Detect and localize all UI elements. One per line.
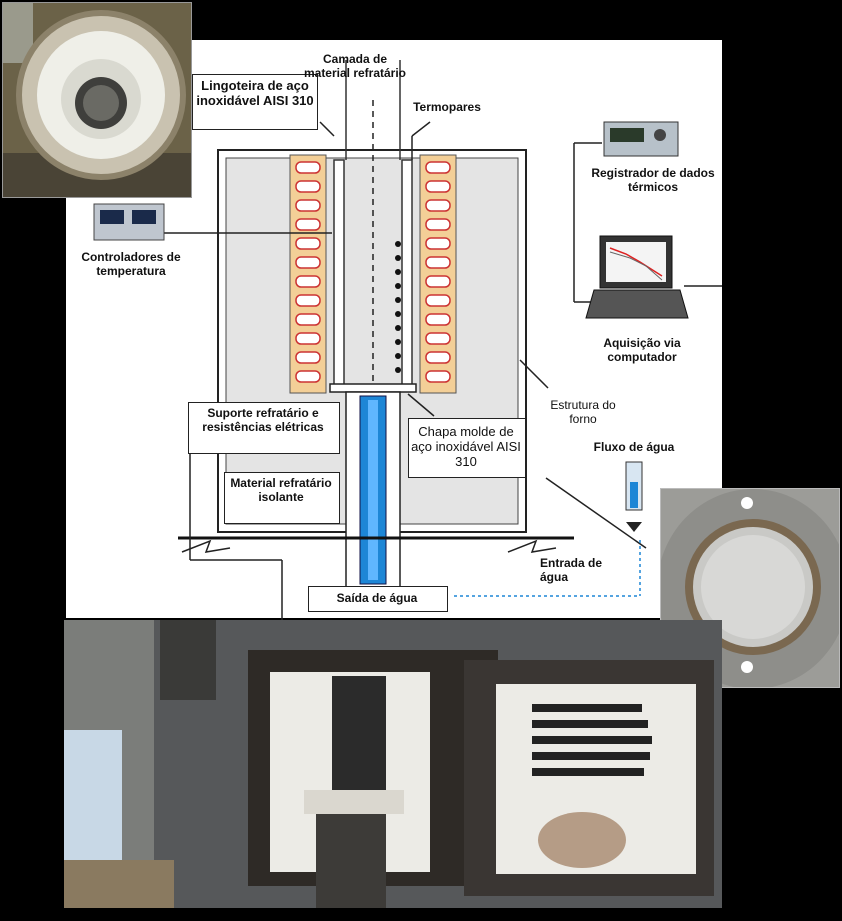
thermocouple-point: [395, 241, 401, 247]
resistance-coil: [296, 314, 320, 325]
thermocouple-point: [395, 325, 401, 331]
resistance-coil: [426, 276, 450, 287]
suporte-label: Suporte refratário e resistências elétricas: [202, 406, 324, 434]
aquisicao-label: Aquisição via computador: [603, 336, 681, 364]
resistance-coil: [296, 238, 320, 249]
controladores-label: Controladores de temperatura: [81, 250, 181, 278]
furnace-photo: [64, 620, 722, 908]
ingot-mold-photo: [2, 2, 192, 198]
thermocouple-point: [395, 283, 401, 289]
resistance-coil: [426, 333, 450, 344]
lingoteira-label: Lingoteira de aço inoxidável AISI 310: [196, 78, 314, 108]
resistance-coil: [426, 257, 450, 268]
material-label: Material refratário isolante: [230, 476, 332, 504]
resistance-coil: [296, 257, 320, 268]
resistance-coil: [426, 371, 450, 382]
saida-label: Saída de água: [336, 591, 418, 605]
resistance-coil: [426, 219, 450, 230]
resistance-coil: [426, 314, 450, 325]
thermocouple-point: [395, 353, 401, 359]
resistance-coil: [296, 200, 320, 211]
resistance-coil: [426, 295, 450, 306]
resistance-coil: [296, 276, 320, 287]
resistance-coil: [426, 181, 450, 192]
chapa-label: Chapa molde de aço inoxidável AISI 310: [411, 424, 521, 469]
resistance-coil: [296, 333, 320, 344]
resistance-coil: [296, 181, 320, 192]
resistance-coil: [426, 162, 450, 173]
registrador-label: Registrador de dados térmicos: [591, 166, 715, 194]
fluxo-label: Fluxo de água: [593, 440, 675, 454]
resistance-coil: [296, 162, 320, 173]
resistance-coil: [296, 371, 320, 382]
resistance-coil: [426, 238, 450, 249]
entrada-label: Entrada de água: [540, 556, 603, 584]
resistance-coil: [296, 352, 320, 363]
resistance-coil: [296, 219, 320, 230]
thermocouple-point: [395, 367, 401, 373]
resistance-coil: [426, 352, 450, 363]
thermocouple-point: [395, 269, 401, 275]
thermocouple-point: [395, 297, 401, 303]
camada-label: Camada de material refratário: [303, 52, 407, 80]
thermocouple-point: [395, 255, 401, 261]
resistance-coil: [296, 295, 320, 306]
thermocouple-point: [395, 339, 401, 345]
termopares-label: Termopares: [413, 100, 481, 114]
estrutura-label: Estrutura do forno: [550, 398, 616, 426]
thermocouple-point: [395, 311, 401, 317]
resistance-coil: [426, 200, 450, 211]
